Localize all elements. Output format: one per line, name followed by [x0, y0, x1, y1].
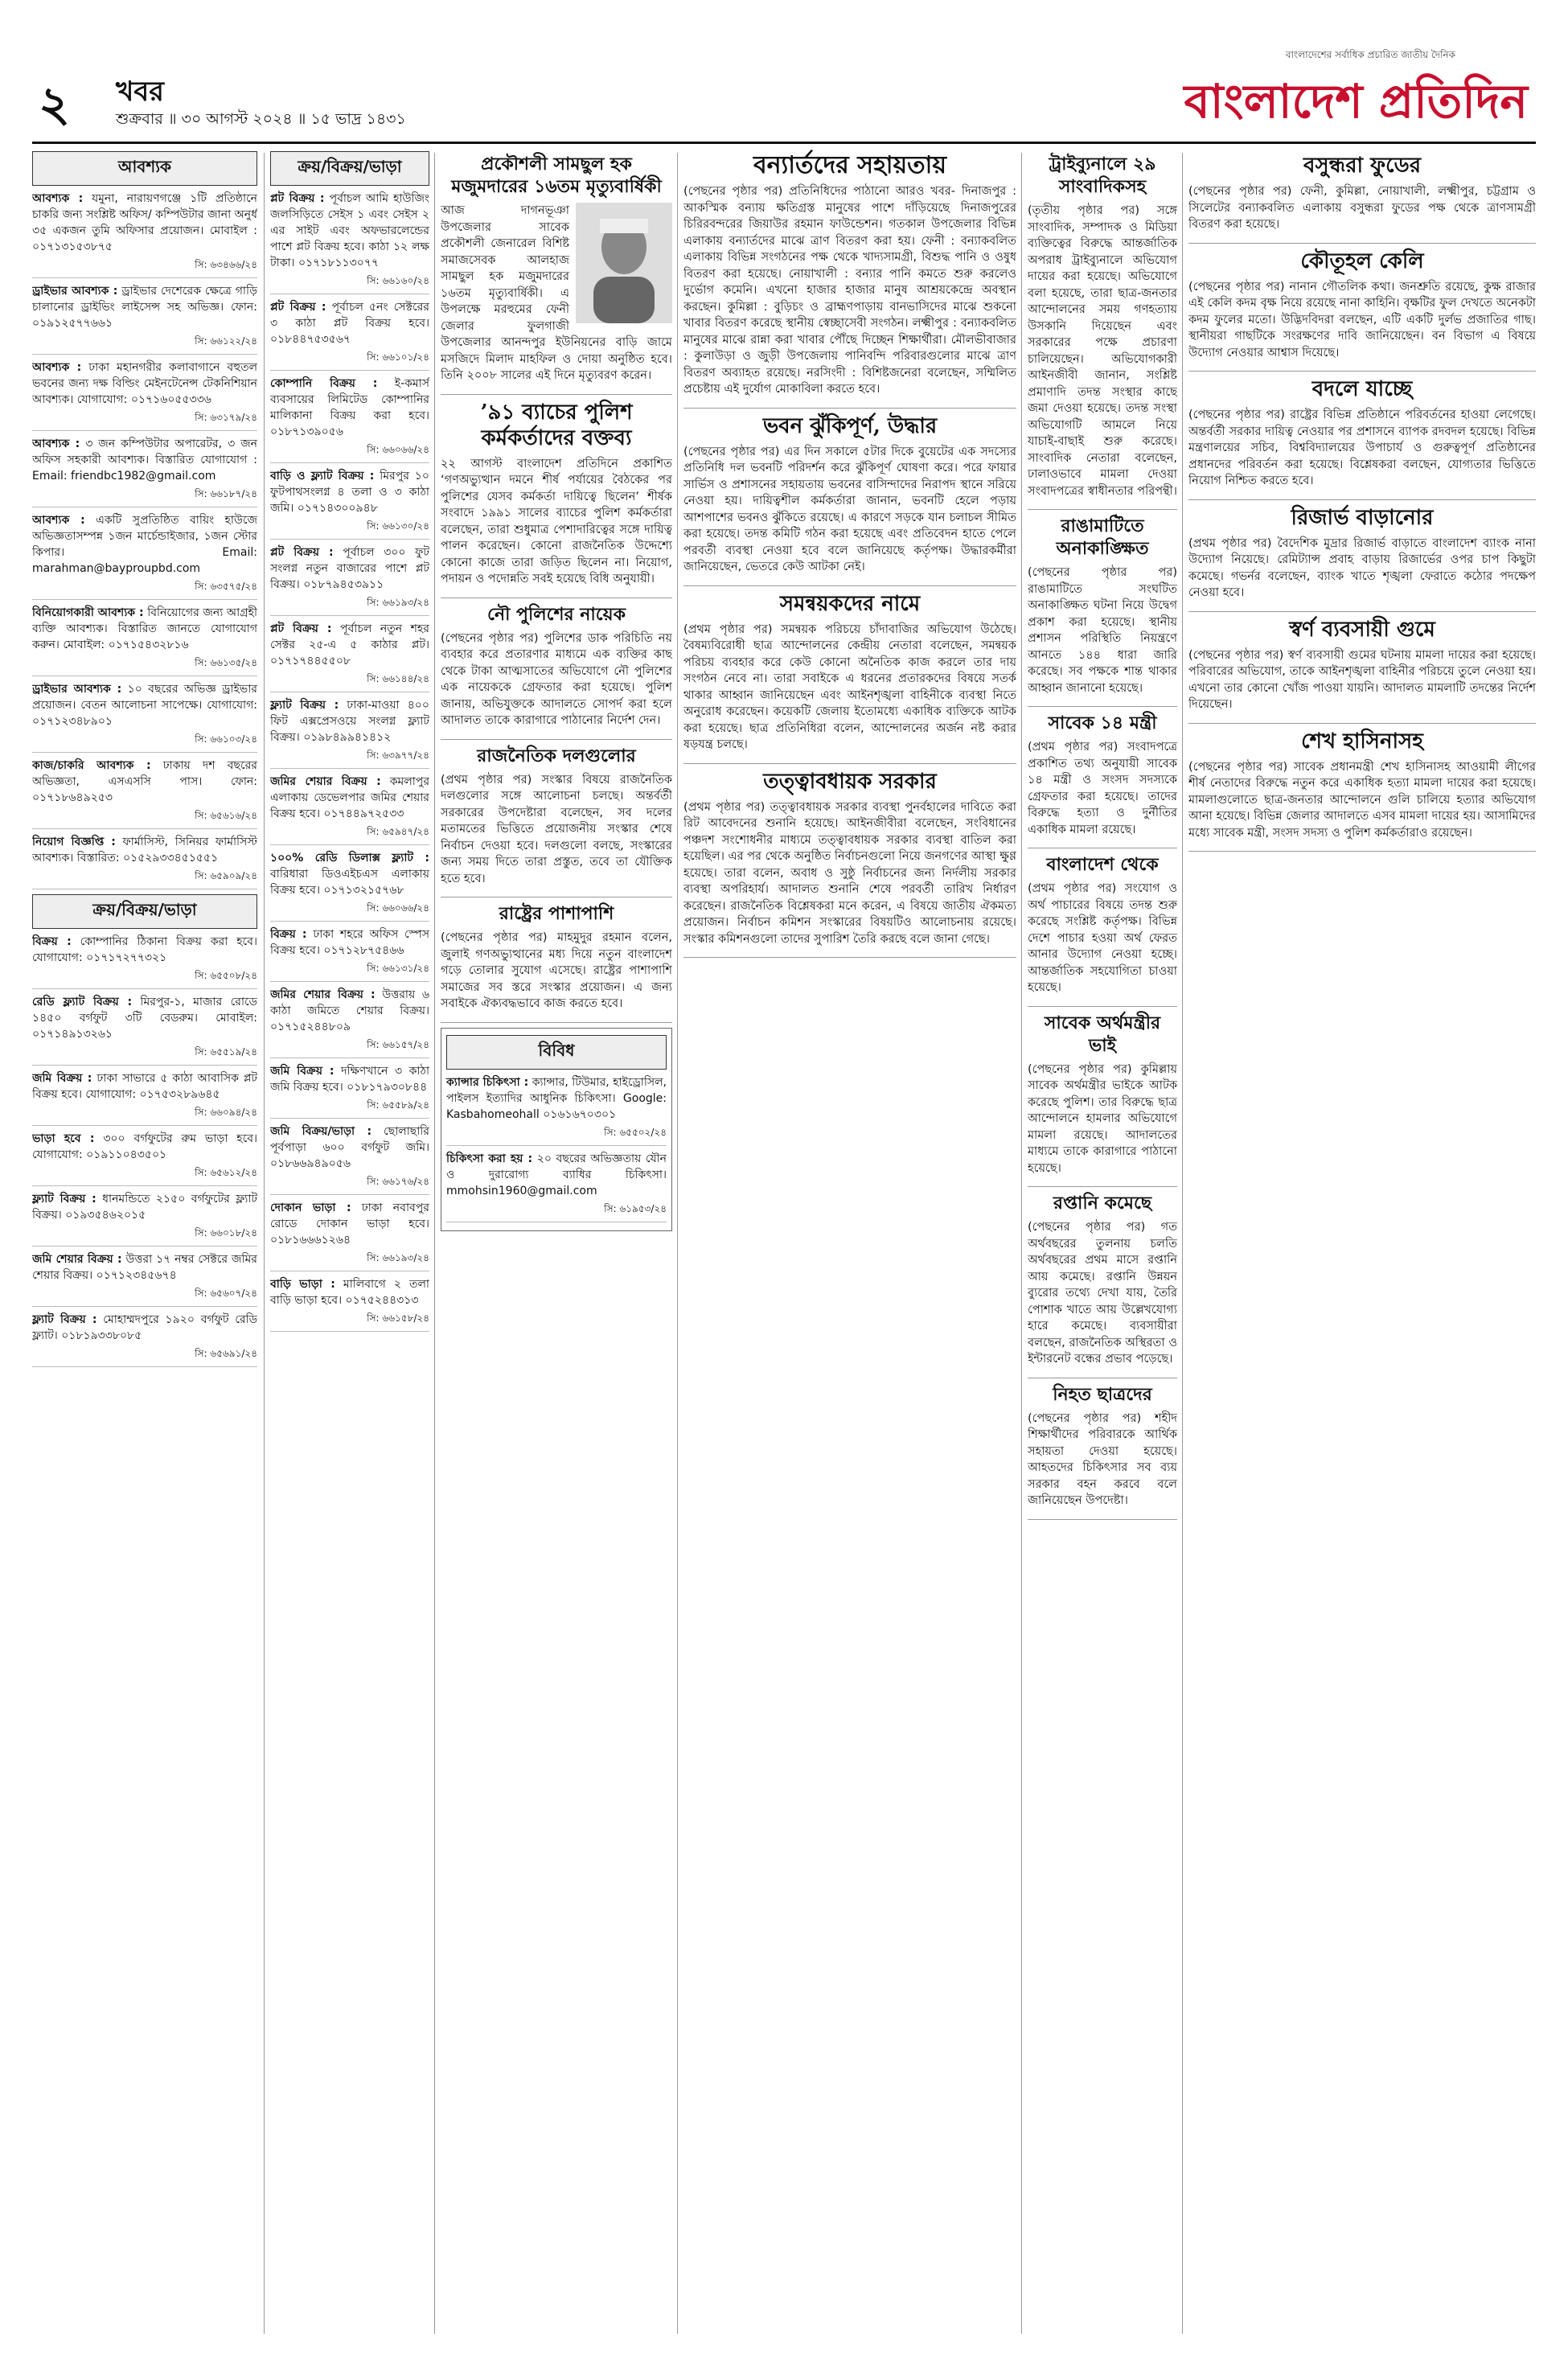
fin-brother-headline: সাবেক অর্থমন্ত্রীর ভাই — [1044, 1012, 1161, 1056]
police-statement-headline: ’৯১ ব্যাচের পুলিশ কর্মকর্তাদের বক্তব্য — [480, 400, 633, 450]
classified-ad-label: আবশ্যক : — [32, 437, 80, 450]
coordinator-story — [683, 591, 1016, 764]
reserve-text: (প্রথম পৃষ্ঠার পর) বৈদেশিক মুদ্রার রিজার্ভ বাড়াতে বাংলাদেশ ব্যাংক নানা উদ্যোগ নিয়েছে। রেমিট্যান্স প্রবাহ বাড়ায় রিজার্ভের ওপর চাপ কিছুটা কমেছে। গভর্নর বলেছেন, ব্যাংক খাতে শৃঙ্খলা ফেরাতে কঠোর পদক্ষেপ নেওয়া হবে। — [1188, 536, 1536, 599]
classified-ad-text: ঢাকা সাভারে ৫ কাঠা আবাসিক প্লট বিক্রয় হবে। যোগাযোগ: ০১৭৫৩২৮৯৬৪৫ — [32, 1072, 257, 1101]
classified-ad-ref: সি: ৬৬১৭৬/২৪ — [270, 1175, 429, 1195]
classified-ad-ref: সি: ৬৫৫৮৯/২৪ — [270, 1099, 429, 1119]
rangamati-story — [1028, 515, 1177, 707]
classified-ad — [32, 994, 257, 1042]
classifieds-heading: আবশ্যক — [32, 151, 257, 186]
classified-ad — [32, 436, 257, 484]
page-header — [32, 49, 1536, 140]
classified-ad-text: মিরপুর ১০ ফুটপাথসংলগ্ন ৪ তলা ও ৩ কাঠা জমি। ০১৭১৪৩০০৯৪৮ — [270, 470, 429, 515]
obituary-text: আজ দাগনভূঞা উপজেলার সাবেক প্রকৌশলী জেনারেল বিশিষ্ট সমাজসেবক আলহাজ সামছুল হক মজুমদারের ১৬তম মৃত্যুবার্ষিকী। এ উপলক্ষে মরহুমের ফেনী জেলার ফুলগাজী উপজেলার আনন্দপুর ইউনিয়নের বাড়ি জামে মসজিদে মিলাদ মাহফিল ও দোয়া অনুষ্ঠিত হবে। তিনি ২০০৮ সালের এই দিনে মৃত্যুবরণ করেন। — [441, 204, 672, 382]
classified-ad-text: ছোলাছারি পূর্বপাড়া ৬০০ বর্গফুট জমি। ০১৮৬৬৯৪৯০৫৬ — [270, 1125, 429, 1170]
classified-ad-label: জমি বিক্রয় : — [270, 1065, 335, 1078]
classified-ad-label: জমি বিক্রয় : — [32, 1072, 92, 1085]
classified-ad-label: জমি বিক্রয়/ভাড়া : — [270, 1125, 372, 1138]
classified-ad-ref: সি: ৬৬১৪৪/২৪ — [270, 672, 429, 692]
far-right-column — [1188, 148, 1536, 2342]
classified-ad — [270, 1123, 429, 1172]
classified-ad-ref: সি: ৬৫৬১২/২৪ — [32, 1166, 257, 1186]
column-divider — [434, 153, 435, 2334]
classified-ad-text: একটি সুপ্রতিষ্ঠিত বায়িং হাউজে অভিজ্ঞতাসম্পন্ন ১জন মার্চেন্ডাইজার, ১জন স্টোর কিপার। Email: marahman@bayproupbd.com — [32, 514, 257, 575]
classified-ad-ref: সি: ৬৩৯৭৭/২৪ — [270, 749, 429, 769]
misc-heading: বিবিধ — [446, 1035, 667, 1070]
classified-ad-label: দোকান ভাড়া : — [270, 1201, 351, 1214]
column-divider — [677, 153, 678, 2334]
kelly-headline: কৌতূহল কেলি — [1300, 248, 1424, 273]
classified-ad-ref: সি: ৬৬১০৩/২৪ — [32, 733, 257, 753]
classified-ad-ref: সি: ৬৩১৭৯/২৪ — [32, 411, 257, 431]
classified-ad-ref: সি: ৬৫৬০৭/২৪ — [32, 1287, 257, 1307]
right-news-column — [1028, 148, 1177, 2342]
obituary — [441, 153, 672, 395]
ex-minister-headline: সাবেক ১৪ মন্ত্রী — [1048, 713, 1157, 733]
victims-text: (পেছনের পৃষ্ঠার পর) শহীদ শিক্ষার্থীদের পরিবারকে আর্থিক সহায়তা দেওয়া হয়েছে। আহতদের চিকিৎসার সব ব্যয় সরকার বহন করবে বলে জানিয়েছেন উপদেষ্টা। — [1028, 1411, 1177, 1507]
classified-ad-text: উত্তরায় ৬ কাঠা জমিতে শেয়ার বিক্রয়। ০১৭১৫২৪৪৮০৯ — [270, 988, 429, 1033]
classified-ad-ref: সি: ৬৬১৬০/২৪ — [270, 274, 429, 294]
header-rule — [32, 142, 1536, 144]
classified-ad-text: ঢাকা শহরে অফিস স্পেস বিক্রয় হবে। ০১৭১২৮৭৫৪৬৬ — [270, 928, 429, 957]
reserve-story — [1188, 505, 1536, 612]
victims-headline: নিহত ছাত্রদের — [1053, 1383, 1152, 1405]
classified-ad-text: পূর্বাচল নতুন শহর সেক্টর ২৫-এ ৫ কাঠার প্লট। ০১৭১৭৪৪৫৫০৮ — [270, 622, 429, 667]
classified-ad-ref: সি: ৬৬১৯৩/২৪ — [270, 1251, 429, 1271]
classified-ad — [270, 299, 429, 347]
classified-ad-text: পূর্বাচল আমি হাউজিং জলসিড়িতে সেইস ১ এবং সেইস ২ এর সাইট এবং অফভারলেন্ডের পাশে প্লট বিক্রয় হবে। কাঠা ১২ লক্ষ টাকা। ০১৭১৮১১৩০৭৭ — [270, 192, 429, 269]
classified-ad-label: জমির শেয়ার বিক্রয় : — [270, 988, 376, 1001]
export-story — [1028, 1192, 1177, 1378]
classified-ad-label: বাড়ি ও ফ্ল্যাট বিক্রয় : — [270, 470, 375, 483]
classified-ad-label: কাজ/চাকরি আবশ্যক : — [32, 759, 151, 772]
classified-ad-text: বারিধারা ডিওএইচএস এলাকায় বিক্রয় হবে। ০১৭১৩২১৫৭৬৮ — [270, 868, 429, 897]
classified-ad-text: কোম্পানির ঠিকানা বিক্রয় করা হবে। যোগাযোগ: ০১৭১৭২৭৭৩২১ — [32, 935, 257, 964]
classified-ad-text: ড্রাইভার দেশেরেক ক্ষেত্রে গাড়ি চালানোর ড্রাইভিং লাইসেন্স সহ অভিজ্ঞ। ফোন: ০১৯১২৫৭৭৬৬১ — [32, 285, 257, 330]
classified-ad — [270, 544, 429, 593]
classified-ad-label: বিনিয়োগকারী আবশ্যক : — [32, 606, 144, 619]
bashundhara-story — [1188, 153, 1536, 244]
classified-ad — [32, 191, 257, 255]
classified-ad — [270, 191, 429, 271]
page-number: ২ — [39, 76, 71, 133]
classified-ad-ref: সি: ৬৬০৬৬/২৪ — [270, 443, 429, 463]
classified-ad-ref: সি: ৬৫৯০৯/২৪ — [32, 869, 257, 889]
police-statement-text: ২২ আগস্ট বাংলাদেশ প্রতিদিনে প্রকাশিত ‘গণঅভ্যুত্থান দমনে শীর্ষ পর্যায়ের বৈঠকের পর পুলিশের যেসব কর্মকর্তা দায়িত্বে ছিলেন’ শীর্ষক সংবাদে ১৯৯১ সালের ব্যাচের পুলিশ কর্মকর্তারা বলেছেন, তারা শুধুমাত্র পেশাদারিত্বের সঙ্গে দায়িত্ব পালন করেছেন। কোনো রাজনৈতিক উদ্দেশ্যে কোনো কাজে তারা জড়িত ছিলেন না। নিয়োগ, পদায়ন ও পদোন্নতি সবই হয়েছে বিধি অনুযায়ী। — [441, 457, 672, 585]
classified-ad-text: মিরপুর-১, মাজার রোডে ১৪৫০ বর্গফুট ৩টি বেডরুম। মোবাইল: ০১৭১৪৯১৩২৬১ — [32, 996, 257, 1041]
kelly-text: (পেছনের পৃষ্ঠার পর) নানান গৌতলিক কথা। জনশ্রুতি রয়েছে, কুক্ষ রাজার এই কেলি কদম বৃক্ষ নিয়ে রয়েছে নানা কাহিনি। বৃক্ষটির ফুল দেখতে অনেকটা কদম ফুলের মতো। উদ্ভিদবিদরা বলছেন, এটি একটি দুর্লভ প্রজাতির গাছ। স্থানীয়রা গাছটিকে সংরক্ষণের দাবি জানিয়েছেন। বন বিভাগ এ বিষয়ে উদ্যোগ নেওয়ার আশ্বাস দিয়েছে। — [1188, 280, 1536, 359]
classified-ad-text: ২০ বছরের অভিজ্ঞতায় যৌন ও দুরারোগ্য ব্যাধির চিকিৎসা। mmohsin1960@gmail.com — [446, 1152, 667, 1197]
classified-ad-label: ড্রাইভার আবশ্যক : — [32, 683, 122, 696]
classified-ad-text: ৩ জন কম্পিউটার অপারেটর, ৩ জন অফিস সহকারী আবশ্যক। বিস্তারিত যোগাযোগ : Email: friendbc1982@gmail.com — [32, 437, 257, 483]
column-divider — [1021, 153, 1022, 2334]
classified-ad — [270, 697, 429, 745]
classified-ad-ref: সি: ৬৫৫০২/২৪ — [446, 1126, 667, 1146]
classified-ad-ref: সি: ৬৬১৩০/২৪ — [270, 520, 429, 540]
classified-ad-label: আবশ্যক : — [32, 514, 85, 527]
classified-ad-ref: সি: ৬৩৪৬৬/২৪ — [32, 258, 257, 278]
classified-ad — [270, 1063, 429, 1095]
political-parties-headline: রাজনৈতিক দলগুলোর — [477, 745, 636, 766]
classified-ad — [32, 359, 257, 408]
classified-ad-label: ফ্ল্যাট বিক্রয় : — [270, 699, 339, 712]
rangamati-headline: রাঙামাটিতে অনাকাঙ্ক্ষিত — [1056, 515, 1149, 559]
state-side-story — [441, 902, 672, 1023]
caretaker-text: (প্রথম পৃষ্ঠার পর) তত্ত্বাবধায়ক সরকার ব্যবস্থা পুনর্বহালের দাবিতে করা রিট আবেদনের শুনানি হয়েছে। আইনজীবীরা বলেছেন, সংবিধানের পঞ্চদশ সংশোধনীর মাধ্যমে তত্ত্বাবধায়ক সরকার ব্যবস্থা বাতিল করা হয়েছিল। এর পর থেকে অনুষ্ঠিত নির্বাচনগুলো নিয়ে জনগণের আস্থা ক্ষুণ্ণ হয়েছে। তারা বলেন, অবাধ ও সুষ্ঠু নির্বাচনের জন্য নির্দলীয় সরকার ব্যবস্থা অপরিহার্য। আদালত শুনানি শেষে পরবর্তী তারিখ নির্ধারণ করেছেন। রাজনৈতিক বিশ্লেষকরা মনে করেন, এ বিষয়ে জাতীয় ঐকমত্য প্রয়োজন। নির্বাচন কমিশন সংস্কারের বিষয়টিও আলোচনায় রয়েছে। সংস্কার কমিশনগুলো তাদের সুপারিশ তৈরি করছে বলে জানা গেছে। — [683, 800, 1016, 946]
classified-ad-text: ১০ বছরের অভিজ্ঞ ড্রাইভার প্রয়োজন। বেতন আলোচনা সাপেক্ষে। যোগাযোগ: ০১৭১২৩৪৮৯০১ — [32, 683, 257, 728]
classified-ad — [32, 605, 257, 653]
classified-ad-label: জমির শেয়ার বিক্রয় : — [270, 775, 381, 788]
portrait-photo — [576, 203, 672, 323]
classified-ad-ref: সি: ৬৬০১৮/২৪ — [32, 1226, 257, 1247]
classified-ad-ref: সি: ৬৫৬৯১/২৪ — [32, 1347, 257, 1367]
naval-police-text: (পেছনের পৃষ্ঠার পর) পুলিশের ডাক পরিচিতি নয় ব্যবহার করে প্রতারণার মাধ্যমে এক ব্যক্তির কাছ থেকে টাকা আত্মসাতের অভিযোগে নৌ পুলিশের এক নায়েককে গ্রেফতার করা হয়েছে। পুলিশ জানায়, অভিযুক্তকে আদালতে সোপর্দ করা হলে আদালত তাকে কারাগারে পাঠানোর নির্দেশ দেন। — [441, 631, 672, 727]
coordinator-text: (প্রথম পৃষ্ঠার পর) সমন্বয়ক পরিচয়ে চাঁদাবাজির অভিযোগ উঠেছে। বৈষম্যবিরোধী ছাত্র আন্দোলনের কেন্দ্রীয় নেতারা বলেছেন, সমন্বয়ক পরিচয় ব্যবহার করে কেউ কোনো অনৈতিক কাজ করলে তার দায় সংগঠন নেবে না। তারা সবাইকে এ ধরনের প্রতারকদের বিষয়ে সতর্ক থাকার আহ্বান জানিয়েছেন এবং আইনশৃঙ্খলা বাহিনীকে ব্যবস্থা নিতে অনুরোধ করেছেন। কয়েকটি জেলায় ইতোমধ্যে একাধিক ব্যক্তিকে আটক করা হয়েছে। ছাত্র প্রতিনিধিরা বলেন, আন্দোলনের অর্জন নষ্ট করার ষড়যন্ত্র চলছে। — [683, 622, 1016, 751]
classified-ad-label: কোম্পানি বিক্রয় : — [270, 377, 378, 390]
classified-ad-label: বিক্রয় : — [32, 935, 72, 948]
tribunal-text: (তৃতীয় পৃষ্ঠার পর) সঙ্গে সাংবাদিক, সম্পাদক ও মিডিয়া ব্যক্তিত্বের বিরুদ্ধে আন্তর্জাতিক অপরাধ ট্রাইব্যুনালে অভিযোগ দায়ের করা হয়েছে। অভিযোগে বলা হয়েছে, তারা ছাত্র-জনতার আন্দোলনের সময় গণহত্যায় উসকানি দিয়েছেন এবং সরকারের পক্ষে প্রচারণা চালিয়েছেন। অভিযোগকারী আইনজীবী জানান, সংশ্লিষ্ট প্রমাণাদি তদন্ত সংস্থার কাছে জমা দেওয়া হয়েছে। তদন্ত সংস্থা অভিযোগটি আমলে নিয়ে যাচাই-বাছাই শুরু করেছে। সাংবাদিক নেতারা বলেছেন, ঢালাওভাবে মামলা দেওয়া সংবাদপত্রের স্বাধীনতার পরিপন্থী। — [1028, 204, 1177, 498]
classified-ad-text: উত্তরা ১৭ নম্বর সেক্টরে জমির শেয়ার বিক্রয়। ০১৭১২৩৪৫৬৭৪ — [32, 1253, 257, 1282]
classified-ad — [32, 283, 257, 331]
kelly-story — [1188, 248, 1536, 372]
classified-ad-ref: সি: ৬৬১৫৮/২৪ — [270, 1312, 429, 1332]
classified-ad-ref: সি: ৬৬১৩১/২৪ — [270, 962, 429, 982]
classified-ad-ref: সি: ৬৫৫১৯/২৪ — [32, 1045, 257, 1066]
classified-ad-text: ৩০০ বর্গফুটের রুম ভাড়া হবে। যোগাযোগ: ০১৯১১০৪৩৫০১ — [32, 1132, 257, 1161]
building-headline: ভবন ঝুঁকিপূর্ণ, উদ্ধার — [762, 413, 938, 438]
classifieds-column — [32, 148, 257, 2342]
classified-ad — [270, 376, 429, 440]
changing-story — [1188, 376, 1536, 500]
hasina-text: (পেছনের পৃষ্ঠার পর) সাবেক প্রধানমন্ত্রী শেখ হাসিনাসহ আওয়ামী লীগের শীর্ষ নেতাদের বিরুদ্ধে নতুন করে একাধিক হত্যা মামলা দায়ের করা হয়েছে। মামলাগুলোতে ছাত্র-জনতার আন্দোলনে গুলি চালিয়ে হত্যার অভিযোগ আনা হয়েছে। বিভিন্ন জেলার আদালতে এসব মামলা দায়ের হয়। আসামিদের মধ্যে সাবেক মন্ত্রী, সংসদ সদস্য ও পুলিশ কর্মকর্তারাও রয়েছেন। — [1188, 760, 1536, 840]
classified-ad-ref: সি: ৬৬১৫৭/২৪ — [270, 1038, 429, 1058]
classified-ad-ref: সি: ৬৬১৯৩/২৪ — [270, 596, 429, 616]
classified-ad-label: ক্যান্সার চিকিৎসা : — [446, 1075, 529, 1089]
changing-headline: বদলে যাচ্ছে — [1311, 377, 1413, 401]
classified-ad-text: ঢাকা নবাবপুর রোডে দোকান ভাড়া হবে। ০১৮১৬৬৬১২৬৪ — [270, 1201, 429, 1247]
classified-ad-label: প্লট বিক্রয় : — [270, 192, 325, 205]
classified-ad-text: কমলাপুর এলাকায় ডেভেলপার জমির শেয়ার বিক্রয় হবে। ০১৭৪৪৯৭২৫৩৩ — [270, 775, 429, 820]
classified-ad-ref: সি: ৬৬১৩৫/২৪ — [32, 656, 257, 676]
classified-ad — [32, 681, 257, 729]
naval-police-story — [441, 603, 672, 740]
classified-ad-text: ঢাকা মহানগরীর কলাবাগানে বহুতল ভবনের জন্য দক্ষ বিল্ডিং মেইনটেনেন্স টেকনিশিয়ান আবশ্যক। যোগাযোগ: ০১৭১৬০৫৫৩৩৬ — [32, 361, 257, 406]
classified-ad — [270, 987, 429, 1035]
building-story — [683, 413, 1016, 586]
classified-ad-ref: সি: ৬৬০৯৪/২৪ — [32, 1106, 257, 1126]
misc-box — [441, 1028, 672, 1231]
classified-ad — [446, 1151, 667, 1199]
classified-ad — [32, 834, 257, 866]
classified-ad-label: চিকিৎসা করা হয় : — [446, 1152, 533, 1165]
classified-ad-text: ঢাকা-মাওয়া ৪০০ ফিট এক্সপ্রেসওয়ে সংলগ্ন ফ্ল্যাট বিক্রয়। ০১৯৮৪৯৯৪১৪১২ — [270, 699, 429, 744]
classified-ad — [32, 512, 257, 577]
gold-text: (পেছনের পৃষ্ঠার পর) স্বর্ণ ব্যবসায়ী গুমের ঘটনায় মামলা দায়ের করা হয়েছে। পরিবারের অভিযোগ, তাকে আইনশৃঙ্খলা বাহিনীর পরিচয়ে তুলে নেওয়া হয়। এখনো তার কোনো খোঁজ পাওয়া যায়নি। আদালত মামলাটি তদন্তের নির্দেশ দিয়েছেন। — [1188, 648, 1536, 711]
classified-ad-label: বাড়ি ভাড়া : — [270, 1278, 335, 1291]
classified-ad — [270, 1200, 429, 1248]
section-title: খবর — [116, 76, 164, 108]
classified-ad — [32, 1131, 257, 1163]
reserve-headline: রিজার্ভ বাড়ানোর — [1291, 505, 1434, 530]
classified-ad-text: ধানমন্ডিতে ২১৫০ বর্গফুটের ফ্ল্যাট বিক্রয়। ০১৯৩৫৪৬২০১৫ — [32, 1193, 257, 1222]
ex-minister-text: (প্রথম পৃষ্ঠার পর) সংবাদপত্রে প্রকাশিত তথ্য অনুযায়ী সাবেক ১৪ মন্ত্রী ও সংসদ সদস্যকে গ্রেফতার করা হয়েছে। তাদের বিরুদ্ধে হত্যা ও দুর্নীতির একাধিক মামলা রয়েছে। — [1028, 741, 1177, 836]
gold-headline: স্বর্ণ ব্যবসায়ী গুমে — [1289, 617, 1435, 642]
classified-ad — [32, 758, 257, 806]
from-bd-headline: বাংলাদেশ থেকে — [1046, 854, 1159, 875]
classified-ad — [270, 621, 429, 669]
classified-ad-text: ঢাকায় দশ বছরের অভিজ্ঞতা, এসএসসি পাস। ফোন: ০১৭১৮৬৪৯২৫৩ — [32, 759, 257, 804]
column-divider — [1182, 153, 1183, 2334]
from-bd-story — [1028, 853, 1177, 1007]
sale-column — [270, 148, 429, 2342]
victims-story — [1028, 1383, 1177, 1520]
from-bd-text: (প্রথম পৃষ্ঠার পর) সংযোগ ও অর্থ পাচারের বিষয়ে তদন্ত শুরু করেছে সংশ্লিষ্ট কর্তৃপক্ষ। বিভিন্ন দেশে পাচার হওয়া অর্থ ফেরত আনার উদ্যোগ নেওয়া হচ্ছে। আন্তর্জাতিক সহযোগিতা চাওয়া হয়েছে। — [1028, 882, 1177, 994]
classified-ad-label: আবশ্যক : — [32, 192, 84, 205]
classified-ad — [446, 1074, 667, 1123]
classified-ad-label: ১০০% রেডি ডিলাক্স ফ্ল্যাট : — [270, 852, 429, 865]
short-news-column — [441, 148, 672, 2342]
classified-ad-label: ফ্ল্যাট বিক্রয় : — [32, 1313, 97, 1326]
classified-ad-ref: সি: ৬৫৫০৮/২৪ — [32, 969, 257, 989]
building-text: (পেছনের পৃষ্ঠার পর) এর দিন সকালে ৫টার দিকে বুয়েটের এক সদস্যের প্রতিনিধি দল ভবনটি পরিদর্শন করে ঝুঁকিপূর্ণ ঘোষণা করে। পরে ফায়ার সার্ভিস ও প্রশাসনের সহায়তায় ভবনের বাসিন্দাদের নিরাপদ স্থানে সরিয়ে নেওয়া হয়। দায়িত্বশীল কর্মকর্তারা জানান, ভবনটি হেলে পড়ায় আশপাশের ভবনও ঝুঁকিতে রয়েছে। এ কারণে সড়কে যান চলাচল সীমিত করা হয়েছে। তদন্ত কমিটি গঠন করা হয়েছে এবং প্রতিবেদন হাতে পেলে পরবর্তী ব্যবস্থা নেওয়া হবে বলে জানিয়েছে কর্তৃপক্ষ। উদ্ধারকর্মীরা জানিয়েছেন, ভেতরে কেউ আটকা নেই। — [683, 445, 1016, 573]
classified-ad-ref: সি: ৬৬০৬৬/২৪ — [270, 902, 429, 922]
classified-ad-label: প্লট বিক্রয় : — [270, 622, 332, 635]
classified-ad-label: ভাড়া হবে : — [32, 1132, 95, 1145]
state-side-text: (পেছনের পৃষ্ঠার পর) মাহমুদুর রহমান বলেন, জুলাই গণঅভ্যুত্থানের মধ্য দিয়ে নতুন বাংলাদেশ গড়ে তোলার সুযোগ এসেছে। রাষ্ট্রের পাশাপাশি সমাজের সব স্তরে সংস্কার প্রয়োজন। এ জন্য সবাইকে ঐক্যবদ্ধভাবে কাজ করতে হবে। — [441, 931, 672, 1010]
classified-ad-label: জমি শেয়ার বিক্রয় : — [32, 1253, 122, 1266]
classified-ad-text: মালিবাগে ২ তলা বাড়ি ভাড়া হবে। ০১৭৫২৪৪৩১৩ — [270, 1278, 429, 1307]
classified-ad — [32, 1070, 257, 1103]
column-divider — [264, 153, 265, 2334]
flood-headline: বন্যার্তদের সহায়তায় — [753, 151, 947, 179]
coordinator-headline: সমন্বয়কদের নামে — [779, 591, 921, 616]
police-statement-story — [441, 400, 672, 598]
naval-police-headline: নৌ পুলিশের নায়েক — [487, 603, 626, 625]
classified-ad-text: ক্যান্সার, টিউমার, হাইড্রোসিল, পাইলস ইত্যাদির আধুনিক চিকিৎসা। Google: Kasbahomeohall ০১৬১৬৭০৩০১ — [446, 1075, 667, 1121]
export-text: (পেছনের পৃষ্ঠার পর) গত অর্থবছরের তুলনায় চলতি অর্থবছরের প্রথম মাসে রপ্তানি আয় কমেছে। রপ্তানি উন্নয়ন ব্যুরোর তথ্যে দেখা যায়, তৈরি পোশাক খাতে আয় উল্লেখযোগ্য হারে কমেছে। ব্যবসায়ীরা বলছেন, রাজনৈতিক অস্থিরতা ও ইন্টারনেট বন্ধের প্রভাব পড়েছে। — [1028, 1221, 1177, 1366]
classified-ad-text: পূর্বাচল ৩০০ ফুট সংলগ্ন নতুন বাজারের পাশে প্লট বিক্রয়। ০১৮৭৯৪৫৩৯১১ — [270, 546, 429, 591]
classified-ad — [32, 1251, 257, 1284]
fin-brother-text: (পেছনের পৃষ্ঠার পর) কুমিল্লায় সাবেক অর্থমন্ত্রীর ভাইকে আটক করেছে পুলিশ। তার বিরুদ্ধে ছাত্র আন্দোলনে হামলার অভিযোগে মামলা রয়েছে। আদালতের মাধ্যমে তাকে কারাগারে পাঠানো হয়েছে। — [1028, 1062, 1177, 1175]
hasina-story — [1188, 729, 1536, 852]
classified-ad-label: প্লট বিক্রয় : — [270, 546, 334, 559]
changing-text: (পেছনের পৃষ্ঠার পর) রাষ্ট্রের বিভিন্ন প্রতিষ্ঠানে পরিবর্তনের হাওয়া লেগেছে। অন্তর্বর্তী সরকার দায়িত্ব নেওয়ার পর প্রশাসনে ব্যাপক রদবদল হয়েছে। বিভিন্ন মন্ত্রণালয়ের সচিব, বিশ্ববিদ্যালয়ের উপাচার্য ও গুরুত্বপূর্ণ প্রতিষ্ঠানের প্রধানদের পরিবর্তন করা হয়েছে। বিশ্লেষকরা বলছেন, যোগ্যতার ভিত্তিতে নিয়োগ নিশ্চিত করতে হবে। — [1188, 409, 1536, 487]
ex-minister-story — [1028, 712, 1177, 848]
tribunal-story — [1028, 153, 1177, 510]
classified-ad-ref: সি: ৬৫৬১৬/২৪ — [32, 809, 257, 829]
classified-ad-ref: সি: ৬৬১০১/২৪ — [270, 351, 429, 371]
tribunal-headline: ট্রাইব্যুনালে ২৯ সাংবাদিকসহ — [1049, 154, 1156, 197]
classified-ad-text: পূর্বাচল ৫নং সেক্টরের ৩ কাঠা প্লট বিক্রয় হবে। ০১৮৪৪৭৫৩৫৬৭ — [270, 301, 429, 346]
classified-ad-label: ফ্ল্যাট বিক্রয় : — [32, 1193, 96, 1205]
export-headline: রপ্তানি কমেছে — [1053, 1193, 1152, 1214]
classified-ad-text: মোহাম্মদপুরে ১৯২০ বর্গফুট রেডি ফ্ল্যাট। ০১৮১৯৩৩৮০৮৫ — [32, 1313, 257, 1342]
dateline: শুক্রবার ॥ ৩০ আগস্ট ২০২৪ ॥ ১৫ ভাদ্র ১৪৩১ — [116, 110, 406, 128]
hasina-headline: শেখ হাসিনাসহ — [1301, 729, 1423, 754]
classified-ad-text: ই-কমার্স ব্যবসায়ের লিমিটেড কোম্পানির মালিকানা বিক্রয় করা হবে। ০১৮৭১৩৯০৫৬ — [270, 377, 429, 438]
classified-ad-label: বিক্রয় : — [270, 928, 307, 941]
classified-ad — [270, 774, 429, 822]
classified-ad — [270, 850, 429, 898]
classified-ad — [32, 1191, 257, 1223]
classified-ad-ref: সি: ৬৩৫৭৫/২৪ — [32, 580, 257, 600]
fin-brother-story — [1028, 1012, 1177, 1188]
masthead-logo: বাংলাদেশ প্রতিদিন — [1184, 74, 1528, 129]
state-side-headline: রাষ্ট্রের পাশাপাশি — [499, 903, 614, 924]
political-parties-story — [441, 745, 672, 898]
classified-ad-ref: সি: ৬১৯৫৩/২৪ — [446, 1202, 667, 1222]
classified-ad-label: রেডি ফ্ল্যাট বিক্রয় : — [32, 996, 133, 1008]
flood-story — [683, 153, 1016, 409]
classified-ad — [270, 926, 429, 959]
classified-ad-ref: সি: ৬৬১২২/২৪ — [32, 335, 257, 355]
classified-ad-label: ড্রাইভার আবশ্যক : — [32, 285, 118, 298]
classified-ad-label: আবশ্যক : — [32, 361, 82, 374]
classified-ad-label: নিয়োগ বিজ্ঞপ্তি : — [32, 836, 116, 848]
rangamati-text: (পেছনের পৃষ্ঠার পর) রাঙামাটিতে সংঘটিত অনাকাঙ্ক্ষিত ঘটনা নিয়ে উদ্বেগ প্রকাশ করা হয়েছে। স্থানীয় প্রশাসন পরিস্থিতি নিয়ন্ত্রণে আনতে ১৪৪ ধারা জারি করেছে। সব পক্ষকে শান্ত থাকার আহ্বান জানানো হয়েছে। — [1028, 566, 1177, 695]
caretaker-headline: তত্ত্বাবধায়ক সরকার — [763, 769, 937, 794]
center-news-column — [683, 148, 1016, 2342]
obituary-headline: প্রকৌশলী সামছুল হক মজুমদারের ১৬তম মৃত্যুবার্ষিকী — [451, 154, 662, 197]
gold-story — [1188, 617, 1536, 724]
classified-ad-ref: সি: ৬৬১৮৭/২৪ — [32, 487, 257, 507]
classified-ad — [32, 934, 257, 966]
political-parties-text: (প্রথম পৃষ্ঠার পর) সংস্কার বিষয়ে রাজনৈতিক দলগুলোর সঙ্গে আলোচনা চলছে। অন্তর্বর্তী সরকারের উপদেষ্টারা বলেছেন, সব দলের মতামতের ভিত্তিতে প্রয়োজনীয় সংস্কার শেষে নির্বাচন দেওয়া হবে। দলগুলো বলছে, সংস্কারের জন্য সময় দিতে তারা প্রস্তুত, তবে তা যৌক্তিক হতে হবে। — [441, 773, 672, 885]
caretaker-story — [683, 769, 1016, 959]
classified-ad-label: প্লট বিক্রয় : — [270, 301, 326, 314]
classified-ad-ref: সি: ৬৫৯৪৭/২৪ — [270, 825, 429, 845]
classified-ad-text: বিনিয়োগের জন্য আগ্রহী ব্যক্তি আবশ্যক। বিস্তারিত জানতে যোগাযোগ করুন। মোবাইল: ০১৭১৫৪৩২৮১৬ — [32, 606, 257, 651]
classified-ad-text: দক্ষিণখানে ৩ কাঠা জমি বিক্রয় হবে। ০১৮১৭৯৩০৮৪৪ — [270, 1065, 429, 1094]
classified-ad — [270, 1276, 429, 1308]
masthead-tagline: বাংলাদেশের সর্বাধিক প্রচারিত জাতীয় দৈনিক — [1285, 49, 1455, 60]
bashundhara-headline: বসুন্ধরা ফুডের — [1303, 154, 1422, 178]
bashundhara-text: (পেছনের পৃষ্ঠার পর) ফেনী, কুমিল্লা, নোয়াখালী, লক্ষ্মীপুর, চট্টগ্রাম ও সিলেটের বন্যাকবলিত এলাকায় বসুন্ধরা ফুডের পক্ষ থেকে ত্রাণসামগ্রী বিতরণ করা হয়েছে। — [1188, 185, 1536, 231]
classified-ad-text: ফার্মাসিস্ট, সিনিয়র ফার্মাসিস্ট আবশ্যক। বিস্তারিত: ০১৫২৯৩৩৪৫১৫৫১ — [32, 836, 257, 865]
classified-ad — [270, 468, 429, 516]
sale-left-heading: ক্রয়/বিক্রয়/ভাড়া — [32, 894, 257, 929]
classified-ad — [32, 1312, 257, 1344]
classified-ad-text: যমুনা, নারায়ণগঞ্জে ১টি প্রতিষ্ঠানে চাকরি জন্য সংশ্লিষ্ট অফিস/ কম্পিউটার জানা অনুর্ধ ৩৫ একজন তুমি অফিসার প্রয়োজন। মোবাইল : ০১৭১৩১৫৩৮৭৫ — [32, 192, 257, 253]
flood-text: (পেছনের পৃষ্ঠার পর) প্রতিনিধিদের পাঠানো আরও খবর- দিনাজপুর : আকস্মিক বন্যায় ক্ষতিগ্রস্ত মানুষের পাশে দাঁড়িয়েছে দিনাজপুরের চিরিরবন্দরের জিয়াউর রহমান ফাউন্ডেশন। গতকাল উপজেলার বিভিন্ন এলাকায় বন্যার্তদের মাঝে ত্রাণ বিতরণ করা হয়। ফেনী : বন্যাকবলিত এলাকায় বিভিন্ন সংগঠনের পক্ষ থেকে খাদ্যসামগ্রী, বিশুদ্ধ পানি ও ওষুধ বিতরণ করা হয়েছে। নোয়াখালী : বন্যার পানি কমতে শুরু করলেও দুর্ভোগ কমেনি। এখনো হাজার হাজার মানুষ আশ্রয়কেন্দ্রে অবস্থান করছেন। কুমিল্লা : বুড়িচং ও ব্রাহ্মণপাড়ায় বানভাসিদের মাঝে শুকনো খাবার বিতরণ করেছে স্থানীয় স্বেচ্ছাসেবী সংগঠন। লক্ষ্মীপুর : বন্যাকবলিত মানুষের মাঝে রান্না করা খাবার পৌঁছে দিচ্ছেন শিক্ষার্থীরা। মৌলভীবাজার : কুলাউড়া ও জুড়ী উপজেলায় পানিবন্দি পরিবারগুলোর মাঝে ত্রাণ বিতরণ অব্যাহত রয়েছে। নরসিংদী : বিশিষ্টজনেরা বলেছেন, সম্মিলিত প্রচেষ্টায় এই দুর্যোগ মোকাবিলা করতে হবে। — [683, 185, 1016, 396]
sale-right-heading: ক্রয়/বিক্রয়/ভাড়া — [270, 151, 429, 186]
